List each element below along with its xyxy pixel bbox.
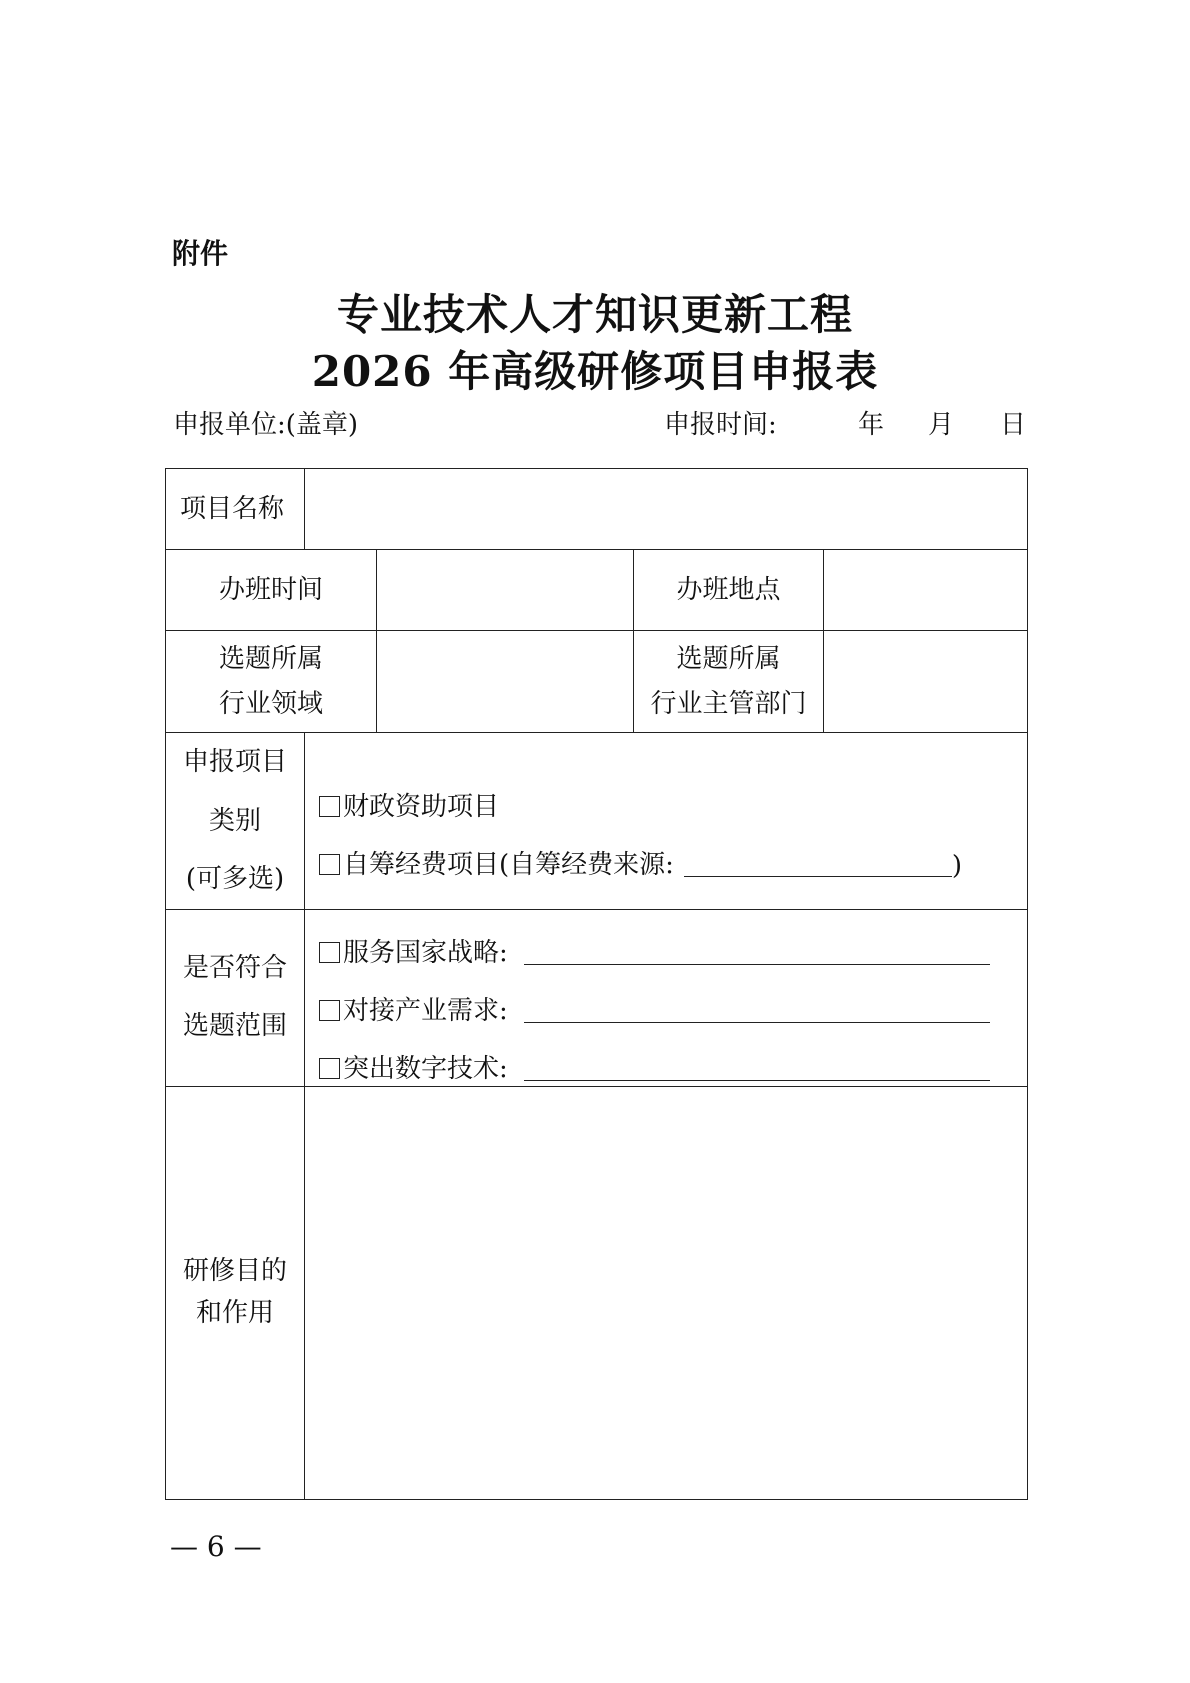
fiscal-funding-label: 财政资助项目 [343, 791, 500, 822]
purpose-label-line1: 研修目的 [182, 1255, 287, 1286]
topic-dept-field[interactable] [824, 631, 1028, 733]
self-funded-label: 自筹经费项目(自筹经费来源: [343, 849, 674, 880]
class-place-field[interactable] [824, 550, 1028, 631]
attachment-label: 附件 [172, 237, 229, 270]
date-year-label: 年 [858, 410, 885, 440]
national-strategy-label: 服务国家战略: [343, 937, 508, 968]
scope-option-digital [319, 1027, 1027, 1085]
category-option-fiscal [319, 765, 1027, 823]
topic-field-label-line2: 行业领域 [218, 688, 323, 719]
class-place-label: 办班地点 [634, 550, 824, 631]
industry-demand-checkbox[interactable] [319, 1000, 340, 1021]
form-title-line2: 2026 年高级研修项目申报表 [311, 347, 879, 396]
date-month-label: 月 [928, 410, 955, 440]
class-time-field[interactable] [377, 550, 634, 631]
row-project-category [166, 733, 1028, 910]
category-label [166, 733, 305, 910]
apply-time-label: 申报时间: [664, 410, 777, 440]
funding-source-input[interactable] [684, 854, 952, 877]
row-topic-field-dept [166, 631, 1028, 733]
purpose-label [166, 1086, 305, 1499]
category-label-line3: (可多选) [185, 864, 285, 894]
category-options [305, 733, 1028, 910]
topic-field-field[interactable] [377, 631, 634, 733]
date-day-label: 日 [1000, 410, 1027, 440]
fiscal-funding-checkbox[interactable] [319, 796, 340, 817]
scope-label-line1: 是否符合 [182, 953, 287, 984]
national-strategy-input[interactable] [524, 942, 990, 965]
row-project-name [166, 469, 1028, 550]
project-name-field[interactable] [305, 469, 1028, 550]
topic-field-label-line1: 选题所属 [218, 644, 323, 675]
topic-dept-label-line1: 选题所属 [676, 644, 781, 675]
project-name-label: 项目名称 [166, 469, 305, 550]
row-purpose [166, 1086, 1028, 1499]
scope-option-national [319, 911, 1027, 969]
scope-label [166, 909, 305, 1086]
topic-dept-label [634, 631, 824, 733]
application-form-table [165, 468, 1028, 1500]
category-label-line2: 类别 [208, 805, 261, 836]
form-title-line1: 专业技术人才知识更新工程 [336, 290, 853, 339]
industry-demand-label: 对接产业需求: [343, 995, 508, 1026]
scope-label-line2: 选题范围 [182, 1010, 287, 1041]
page-number: — 6 — [170, 1530, 262, 1563]
national-strategy-checkbox[interactable] [319, 942, 340, 963]
category-label-line1: 申报项目 [182, 747, 287, 777]
row-topic-scope [166, 909, 1028, 1086]
applicant-unit-label: 申报单位:(盖章) [173, 410, 359, 440]
category-option-self-funded [319, 823, 1027, 881]
scope-options [305, 909, 1028, 1086]
digital-tech-input[interactable] [524, 1058, 990, 1081]
digital-tech-checkbox[interactable] [319, 1058, 340, 1079]
class-time-label: 办班时间 [166, 550, 377, 631]
self-funded-checkbox[interactable] [319, 854, 340, 875]
industry-demand-input[interactable] [524, 1000, 990, 1023]
digital-tech-label: 突出数字技术: [343, 1053, 508, 1084]
topic-dept-label-line2: 行业主管部门 [650, 688, 807, 719]
purpose-label-line2: 和作用 [195, 1297, 274, 1328]
purpose-field[interactable] [305, 1086, 1028, 1499]
topic-field-label [166, 631, 377, 733]
row-class-time-place [166, 550, 1028, 631]
self-funded-close-paren: ) [951, 850, 963, 881]
scope-option-industry [319, 969, 1027, 1027]
